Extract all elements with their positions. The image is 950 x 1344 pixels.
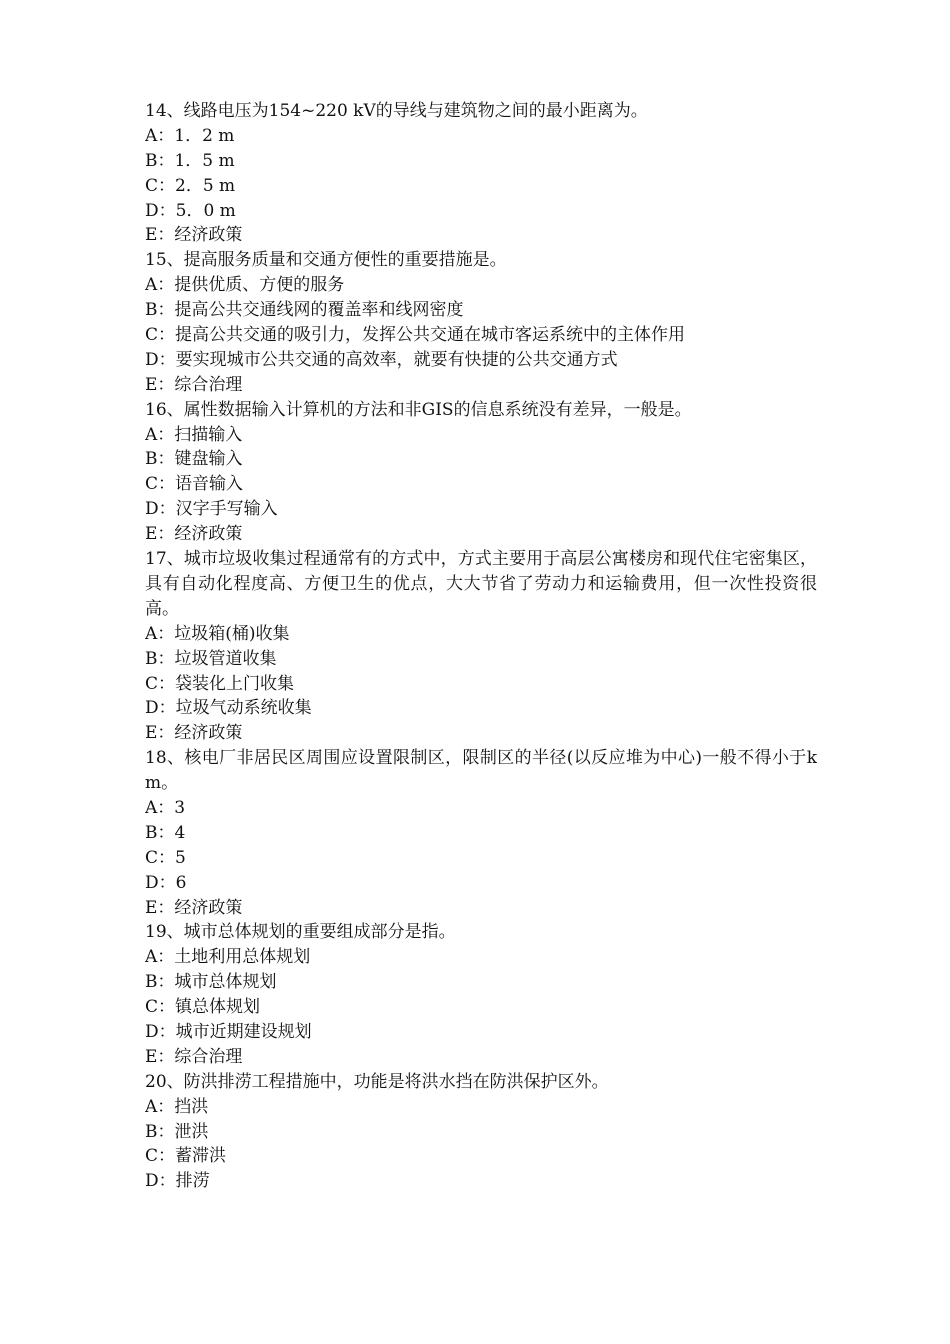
option-c: C：蓄滞洪 xyxy=(145,1146,227,1167)
option-c: C：语音输入 xyxy=(145,474,244,495)
option-b: B：键盘输入 xyxy=(145,449,243,470)
question-text: 16、属性数据输入计算机的方法和非GIS的信息系统没有差异，一般是。 xyxy=(145,399,692,420)
question-block xyxy=(145,547,817,746)
option-d: D：5．0 m xyxy=(145,200,236,221)
question-block xyxy=(145,920,817,1069)
option-b: B：垃圾管道收集 xyxy=(145,648,277,669)
question-block xyxy=(145,398,817,547)
question-block xyxy=(145,248,817,397)
option-c: C：袋装化上门收集 xyxy=(145,673,295,694)
option-e: E：经济政策 xyxy=(145,897,243,918)
question-text: 17、城市垃圾收集过程通常有的方式中，方式主要用于高层公寓楼房和现代住宅密集区，具有自动化程度高、方便卫生的优点，大大节省了劳动力和运输费用，但一次性投资很高。 xyxy=(145,549,817,619)
option-b: B：泄洪 xyxy=(145,1121,209,1142)
option-b: B：1．5 m xyxy=(145,150,235,171)
option-a: A：1．2 m xyxy=(145,125,235,146)
option-b: B：4 xyxy=(145,822,186,843)
option-c: C：镇总体规划 xyxy=(145,997,261,1018)
option-b: B：提高公共交通线网的覆盖率和线网密度 xyxy=(145,300,464,321)
option-d: D：垃圾气动系统收集 xyxy=(145,698,312,719)
option-a: A：挡洪 xyxy=(145,1096,209,1117)
option-a: A：提供优质、方便的服务 xyxy=(145,275,345,296)
option-d: D：6 xyxy=(145,872,187,893)
option-e: E：经济政策 xyxy=(145,723,243,744)
option-e: E：综合治理 xyxy=(145,1046,243,1067)
option-a: A：垃圾箱(桶)收集 xyxy=(145,623,290,644)
question-block xyxy=(145,1070,817,1194)
option-d: D：汉字手写输入 xyxy=(145,499,278,520)
option-c: C：5 xyxy=(145,847,186,868)
question-block xyxy=(145,746,817,920)
question-text: 14、线路电压为154~220 kV的导线与建筑物之间的最小距离为。 xyxy=(145,101,648,121)
option-a: A：土地利用总体规划 xyxy=(145,947,311,968)
question-text: 20、防洪排涝工程措施中，功能是将洪水挡在防洪保护区外。 xyxy=(145,1071,609,1092)
option-e: E：综合治理 xyxy=(145,374,243,395)
option-a: A：3 xyxy=(145,797,186,818)
option-b: B：城市总体规划 xyxy=(145,972,277,993)
option-d: D：要实现城市公共交通的高效率，就要有快捷的公共交通方式 xyxy=(145,349,618,370)
option-c: C：2．5 m xyxy=(145,175,236,196)
option-d: D：城市近期建设规划 xyxy=(145,1021,312,1042)
option-c: C：提高公共交通的吸引力，发挥公共交通在城市客运系统中的主体作用 xyxy=(145,325,686,346)
option-e: E：经济政策 xyxy=(145,225,243,246)
question-block xyxy=(145,99,817,248)
question-text: 18、核电厂非居民区周围应设置限制区，限制区的半径(以反应堆为中心)一般不得小于km。 xyxy=(145,748,817,794)
option-d: D：排涝 xyxy=(145,1171,210,1192)
document-page xyxy=(145,99,817,1194)
question-text: 15、提高服务质量和交通方便性的重要措施是。 xyxy=(145,250,507,271)
option-a: A：扫描输入 xyxy=(145,424,243,445)
question-text: 19、城市总体规划的重要组成部分是指。 xyxy=(145,922,456,943)
option-e: E：经济政策 xyxy=(145,524,243,545)
